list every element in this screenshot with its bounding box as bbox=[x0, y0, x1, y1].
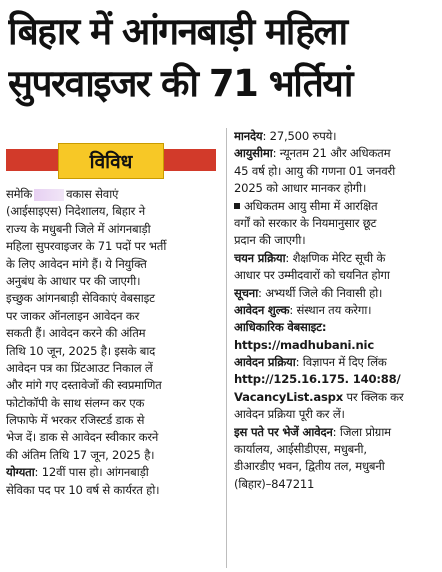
relaxation-line: प्रदान की जाएगी। bbox=[234, 233, 306, 248]
address-label: इस पते पर भेजें आवेदन bbox=[234, 424, 333, 439]
left-column bbox=[6, 186, 218, 499]
process-url-2[interactable]: VacancyList.aspx bbox=[234, 389, 344, 404]
article-text: समेकि bbox=[6, 187, 33, 201]
redacted-mark bbox=[34, 189, 64, 201]
salary-label: मानदेय bbox=[234, 129, 263, 143]
relaxation-line: वर्गों को सरकार के नियमानुसार छूट bbox=[234, 215, 377, 230]
process-url[interactable]: http://125.16.175. 140:88/ bbox=[234, 372, 401, 387]
column-divider bbox=[226, 128, 227, 568]
website-line bbox=[234, 319, 440, 336]
website-colon: : bbox=[321, 320, 327, 335]
article-line bbox=[6, 186, 218, 203]
article-line: की अंतिम तिथि 17 जून, 2025 है। bbox=[6, 447, 155, 462]
article-line: सकती हैं। आवेदन करने की अंतिम bbox=[6, 326, 146, 341]
article-line: लिफाफे में भरकर रजिस्टर्ड डाक से bbox=[6, 413, 145, 428]
fee-label: आवेदन शुल्क bbox=[234, 302, 290, 317]
website-label: आधिकारिक वेबसाइट bbox=[234, 320, 322, 335]
notice-text: : अभ्यर्थी जिले की निवासी हो। bbox=[258, 285, 383, 300]
article-line: अनुबंध के आधार पर की जाएगी। bbox=[6, 273, 141, 288]
headline-line-2: सुपरवाइजर की 71 भर्तियां bbox=[8, 62, 352, 105]
article-line: तिथि 10 जून, 2025 है। इसके बाद bbox=[6, 343, 156, 358]
fee-line bbox=[234, 302, 440, 319]
process-line: आवेदन प्रक्रिया पूरी कर लें। bbox=[234, 407, 345, 422]
notice-line bbox=[234, 285, 440, 302]
section-tag-label: विविध bbox=[58, 143, 164, 179]
fee-text: : संस्थान तय करेगा। bbox=[289, 302, 372, 317]
eligibility-label: योग्यता bbox=[6, 465, 35, 480]
notice-label: सूचना bbox=[234, 285, 259, 300]
address-line: डीआरडीए भवन, द्वितीय तल, मधुबनी bbox=[234, 459, 385, 474]
article-line: महिला सुपरवाइजर के 71 पदों पर भर्ती bbox=[6, 239, 167, 254]
age-label: आयुसीमा bbox=[234, 146, 273, 161]
salary-line bbox=[234, 128, 440, 145]
process-label: आवेदन प्रक्रिया bbox=[234, 355, 296, 370]
article-line: और मांगे गए दस्तावेजों की स्वप्रमाणित bbox=[6, 378, 162, 393]
selection-text: : शैक्षणिक मेरिट सूची के bbox=[285, 250, 386, 265]
article-line: फोटोकॉपी के साथ संलग्न कर एक bbox=[6, 395, 145, 410]
article-line: पर जाकर ऑनलाइन आवेदन कर bbox=[6, 308, 140, 323]
headline bbox=[8, 6, 436, 110]
right-column bbox=[234, 128, 440, 493]
article-line: आवेदन पत्र का प्रिंटआउट निकाल लें bbox=[6, 360, 153, 375]
article-line: के लिए आवेदन मांगे हैं। ये नियुक्ति bbox=[6, 256, 147, 271]
address-line bbox=[234, 424, 440, 441]
article-text: वकास सेवाएं bbox=[66, 187, 119, 201]
section-tag bbox=[6, 143, 216, 179]
process-line bbox=[234, 354, 440, 371]
relaxation-line bbox=[234, 198, 440, 215]
selection-label: चयन प्रक्रिया bbox=[234, 250, 286, 265]
eligibility-line bbox=[6, 464, 218, 481]
process-text-2: पर क्लिक कर bbox=[343, 389, 404, 404]
salary-text: : 27,500 रुपये। bbox=[262, 129, 337, 143]
age-text: : न्यूनतम 21 और अधिकतम bbox=[272, 146, 391, 161]
article-line: भेज दें। डाक से आवेदन स्वीकार करने bbox=[6, 430, 159, 445]
eligibility-text: : 12वीं पास हो। आंगनबाड़ी bbox=[34, 465, 149, 480]
selection-line bbox=[234, 250, 440, 267]
website-url[interactable]: https://madhubani.nic bbox=[234, 337, 375, 352]
article-line: राज्य के मधुबनी जिले में आंगनबाड़ी bbox=[6, 221, 151, 236]
relaxation-text: अधिकतम आयु सीमा में आरक्षित bbox=[244, 198, 378, 213]
address-text: : जिला प्रोग्राम bbox=[332, 424, 391, 439]
address-line: (बिहार)–847211 bbox=[234, 476, 315, 491]
age-detail-line: 45 वर्ष हो। आयु की गणना 01 जनवरी bbox=[234, 163, 396, 178]
headline-line-1: बिहार में आंगनबाड़ी महिला bbox=[8, 10, 347, 53]
address-line: कार्यालय, आईसीडीएस, मधुबनी, bbox=[234, 442, 367, 457]
article-line: (आईसाइएस) निदेशालय, बिहार ने bbox=[6, 204, 145, 219]
age-line bbox=[234, 145, 440, 162]
process-text: : विज्ञापन में दिए लिंक bbox=[295, 355, 387, 370]
article-line: सेविका पद पर 10 वर्ष से कार्यरत हो। bbox=[6, 482, 160, 497]
square-bullet-icon bbox=[234, 203, 240, 209]
age-detail-line: 2025 को आधार मानकर होगी। bbox=[234, 181, 367, 196]
process-line bbox=[234, 389, 440, 406]
article-line: इच्छुक आंगनबाड़ी सेविकाएं वेबसाइट bbox=[6, 291, 155, 306]
selection-line: आधार पर उम्मीदवारों को चयनित होगा bbox=[234, 268, 390, 283]
